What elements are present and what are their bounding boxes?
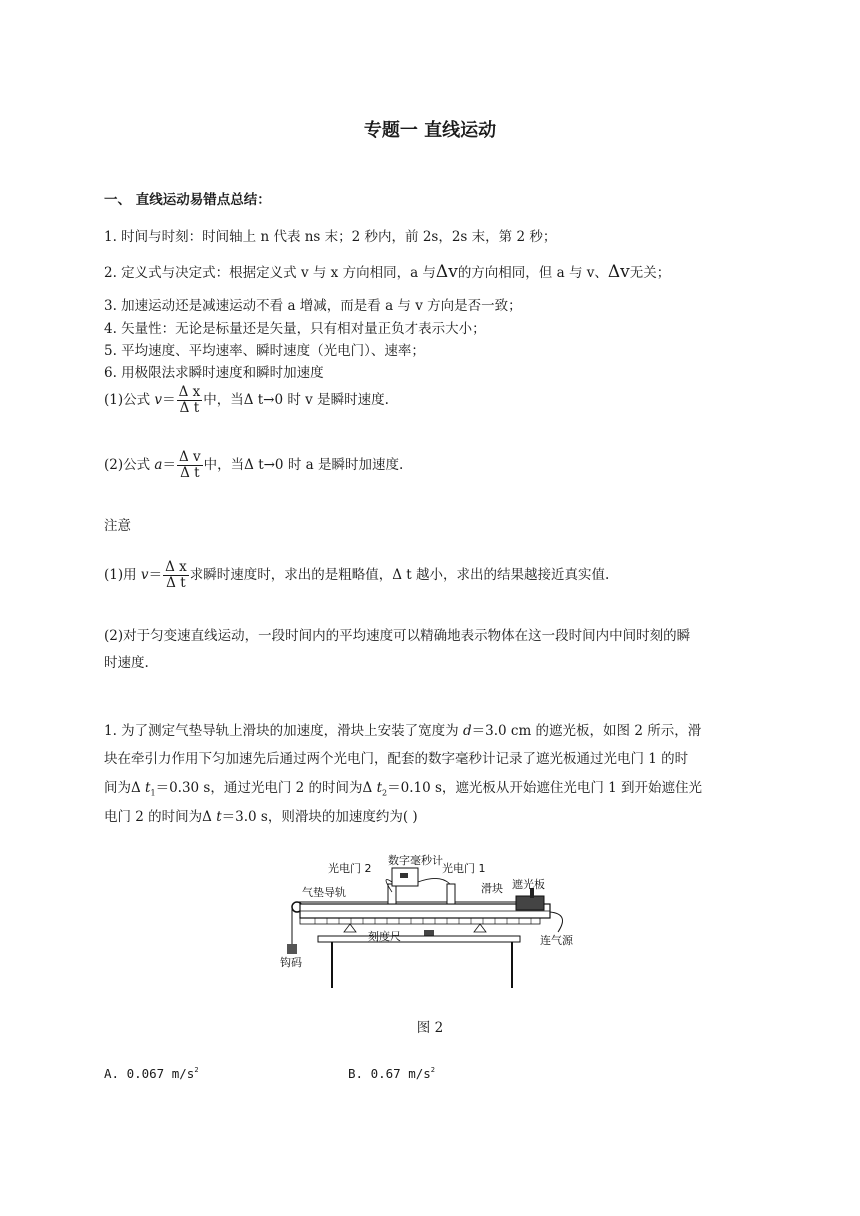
photogate-1 [447,884,455,904]
formula-equals: ＝ [148,567,163,583]
note-heading: 注意 [104,518,131,534]
option-b[interactable]: B. 0.67 $m/s^2$ [348,1066,436,1081]
fraction [163,560,189,591]
fraction-numerator: Δ v [178,449,201,465]
formula-prefix: (1)用 [104,567,141,583]
page-title: 专题一 直线运动 [363,120,497,141]
fraction [177,385,203,416]
problem-line-2: 块在牵引力作用下匀加速先后通过两个光电门，配套的数字毫秒计记录了遮光板通过光电门 1 的时 [104,751,689,767]
problem-line-3: 间为Δ $t_1=0.30$ s，通过光电门 2 的时间为Δ $t_2=0.10$ s，遮光板从开始遮住光电门 1 到开始遮住光 [104,780,703,798]
formula-lhs: v [154,392,163,408]
formula-suffix: 求瞬时速度时，求出的是粗略值，Δ t 越小，求出的结果越接近真实值. [189,567,610,583]
formula-suffix: 中，当Δ t→0 时 a 是瞬时加速度. [203,457,404,473]
formula-acceleration [104,450,403,481]
label-gate2: 光电门 2 [328,862,372,875]
formula-equals: ＝ [162,392,176,408]
label-timer: 数字毫秒计 [388,854,443,867]
ruler-ticks [315,918,531,924]
formula-prefix: (1)公式 [104,392,155,408]
label-ruler: 刻度尺 [368,930,401,943]
label-slider: 滑块 [481,882,503,895]
problem-line-1: 1. 为了测定气垫导轨上滑块的加速度，滑块上安装了宽度为 d＝3.0 cm 的遮光板，如图 2 所示，滑 [104,723,702,739]
note-item-2-line1: (2)对于匀变速直线运动，一段时间内的平均速度可以精确地表示物体在这一段时间内中间时刻的瞬 [104,628,691,644]
option-a[interactable]: A. 0.067 $m/s^2$ [104,1066,199,1081]
item2-text-mid: 的方向相同，但 a 与 v、 [457,265,608,281]
figure-caption: 图 2 [416,1020,444,1036]
item2-text-pre: 2. 定义式与决定式：根据定义式 v 与 x 方向相同，a 与 [104,265,436,281]
section-heading: 一、 直线运动易错点总结： [104,192,271,208]
air-hose [550,912,563,932]
list-item-2 [104,263,670,282]
list-item-4: 4. 矢量性：无论是标量还是矢量，只有相对量正负才表示大小； [104,321,486,337]
label-weight: 钩码 [280,956,302,969]
fraction [177,450,203,481]
formula-lhs: a [154,457,163,473]
formula-velocity [104,385,389,416]
list-item-6: 6. 用极限法求瞬时速度和瞬时加速度 [104,365,324,381]
note-item-1 [104,560,609,591]
air-track-diagram [280,852,580,992]
label-air: 连气源 [540,934,573,947]
delta-v-symbol: Δv [607,262,630,282]
slider-block [516,896,544,910]
problem-line-4: 电门 2 的时间为Δ t＝3.0 s，则滑块的加速度约为( ) [104,809,418,825]
note-item-2-line2: 时速度. [104,655,149,671]
delta-v-symbol: Δv [435,262,458,282]
formula-prefix: (2)公式 [104,457,155,473]
label-shade: 遮光板 [512,878,545,891]
weight-block [287,944,297,954]
formula-suffix: 中，当Δ t→0 时 v 是瞬时速度. [203,392,389,408]
table-top [318,936,520,942]
list-item-3: 3. 加速运动还是减速运动不看 a 增减，而是看 a 与 v 方向是否一致； [104,298,522,314]
item2-text-post: 无关； [629,265,671,281]
label-gate1: 光电门 1 [442,862,486,875]
fraction-denominator: Δ t [179,400,200,416]
formula-lhs: v [140,567,149,583]
fraction-denominator: Δ t [180,465,200,481]
fraction-numerator: Δ x [165,559,187,575]
list-item-5: 5. 平均速度、平均速率、瞬时速度（光电门）、速率； [104,343,425,359]
fraction-numerator: Δ x [178,384,201,400]
formula-equals: ＝ [162,457,176,473]
list-item-1: 1. 时间与时刻：时间轴上 n 代表 ns 末；2 秒内，前 2s，2s 末，第 2 秒； [104,229,557,245]
fraction-denominator: Δ t [166,575,186,591]
label-rail: 气垫导轨 [302,886,346,899]
